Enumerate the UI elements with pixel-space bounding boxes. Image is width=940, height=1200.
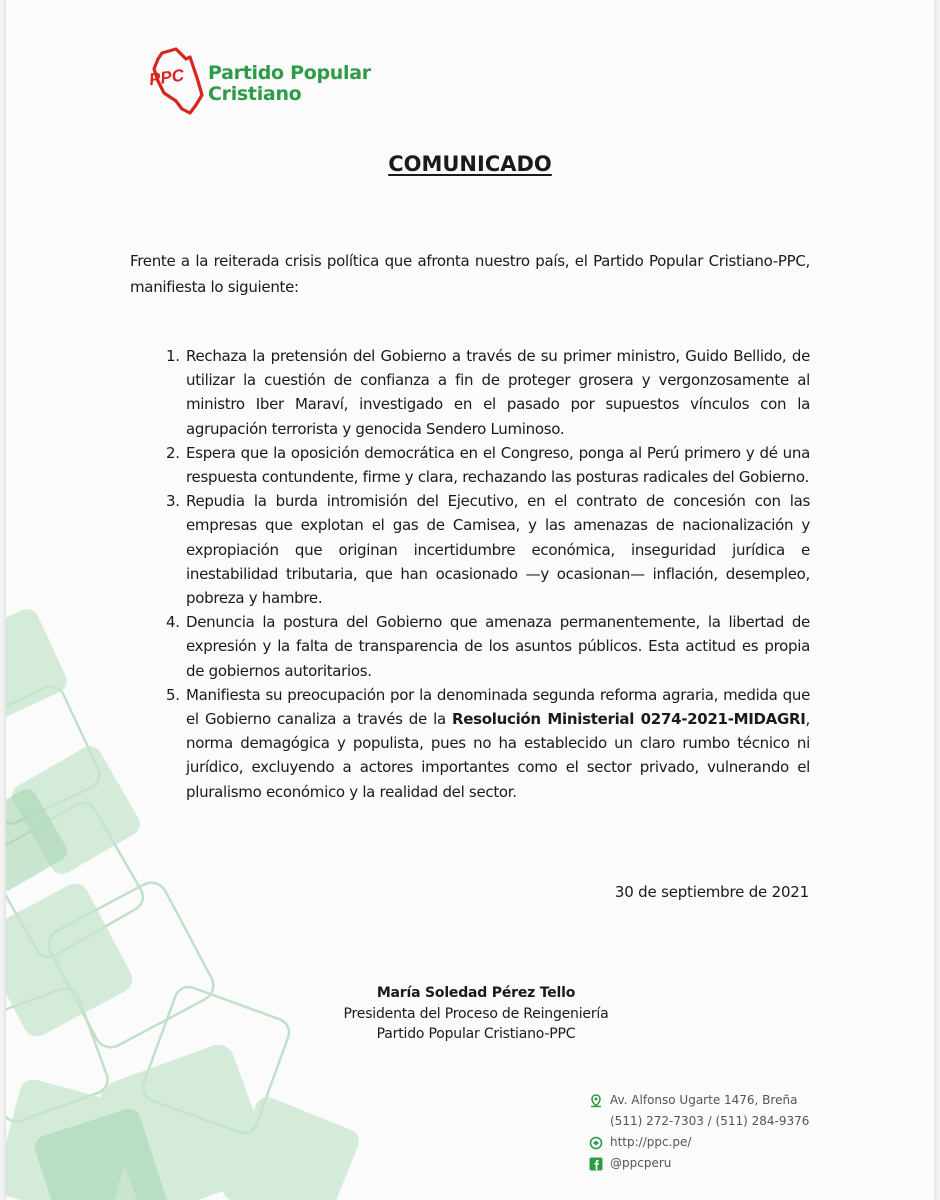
address-row [588, 1090, 848, 1111]
list-item [130, 441, 810, 489]
intro-paragraph: Frente a la reiterada crisis política que afronta nuestro país, el Partido Popular Cristiano-PPC, manifiesta lo siguiente: [130, 252, 810, 296]
list-item [130, 344, 810, 441]
list-item-number: 2. [166, 443, 180, 462]
list-item-number: 5. [166, 685, 180, 704]
list-item [130, 610, 810, 683]
website-row [588, 1132, 848, 1153]
ppc-emblem [146, 47, 206, 117]
list-item [130, 489, 810, 610]
resolution-reference: Resolución Ministerial 0274-2021-MIDAGRI [452, 710, 806, 729]
list-item-text-continued: , norma demagógica y populista, pues no ha establecido un claro rumbo técnico ni jurídico, excluyendo a actores importantes como el sector privado, vulnerando el pluralismo económico y la realidad del sector. [186, 710, 810, 801]
points-list [130, 344, 810, 804]
location-pin-icon [588, 1093, 604, 1109]
list-item-text: Denuncia la postura del Gobierno que amenaza permanentemente, la libertad de expresión y la falta de transparencia de los asuntos públicos. Esta actitud es propia de gobiernos autoritarios. [186, 613, 810, 680]
list-item-number: 1. [166, 347, 180, 365]
party-name-line1: Partido Popular [208, 62, 371, 84]
list-item-number: 4. [166, 613, 180, 632]
address-text: Av. Alfonso Ugarte 1476, Breña [610, 1093, 798, 1107]
social-row [588, 1153, 848, 1174]
document-page [6, 0, 934, 1200]
phone-row [588, 1111, 848, 1132]
logo-mark-text: PPC [147, 65, 186, 90]
document-title: COMUNICADO [388, 152, 552, 176]
document-date: 30 de septiembre de 2021 [614, 883, 809, 901]
contact-footer [588, 1090, 848, 1174]
list-item-number: 3. [166, 492, 180, 511]
web-icon [588, 1135, 604, 1151]
social-handle[interactable]: @ppcperu [610, 1156, 672, 1170]
list-item-text: Espera que la oposición democrática en el Congreso, ponga al Perú primero y dé una respuesta contundente, firme y clara, rechazando las posturas radicales del Gobierno. [186, 443, 810, 487]
list-item-text: Manifiesta su preocupación por la denominada segunda reforma agraria, medida que el Gobierno canaliza a través de la [186, 685, 810, 729]
website-link[interactable]: http://ppc.pe/ [610, 1135, 692, 1149]
list-item-text: Repudia la burda intromisión del Ejecutivo, en el contrato de concesión con las empresas que explotan el gas de Camisea, y las amenazas de nacionalización y expropiación que originan incertidumbre económica, inseguridad jurídica e inestabilidad tributaria, que han ocasionado —y ocasionan— inflación, desempleo, pobreza y hambre. [186, 492, 810, 608]
list-item [130, 683, 810, 804]
signature-block [286, 983, 666, 1045]
phone-text: (511) 272-7303 / (511) 284-9376 [610, 1114, 810, 1128]
facebook-icon [588, 1156, 604, 1172]
signatory-role: Presidenta del Proceso de Reingeniería [343, 1005, 609, 1022]
party-name-line2: Cristiano [208, 83, 302, 105]
signatory-organization: Partido Popular Cristiano-PPC [376, 1026, 576, 1042]
signatory-name: María Soledad Pérez Tello [376, 985, 576, 1001]
party-name [208, 63, 408, 105]
party-logo [146, 47, 386, 117]
list-item-text: Rechaza la pretensión del Gobierno a través de su primer ministro, Guido Bellido, de utilizar la cuestión de confianza a fin de proteger grosera y vergonzosamente al ministro Iber Maraví, investigado en el pasado por supuestos vínculos con la agrupación terrorista y genocida Sendero Luminoso. [186, 347, 810, 438]
